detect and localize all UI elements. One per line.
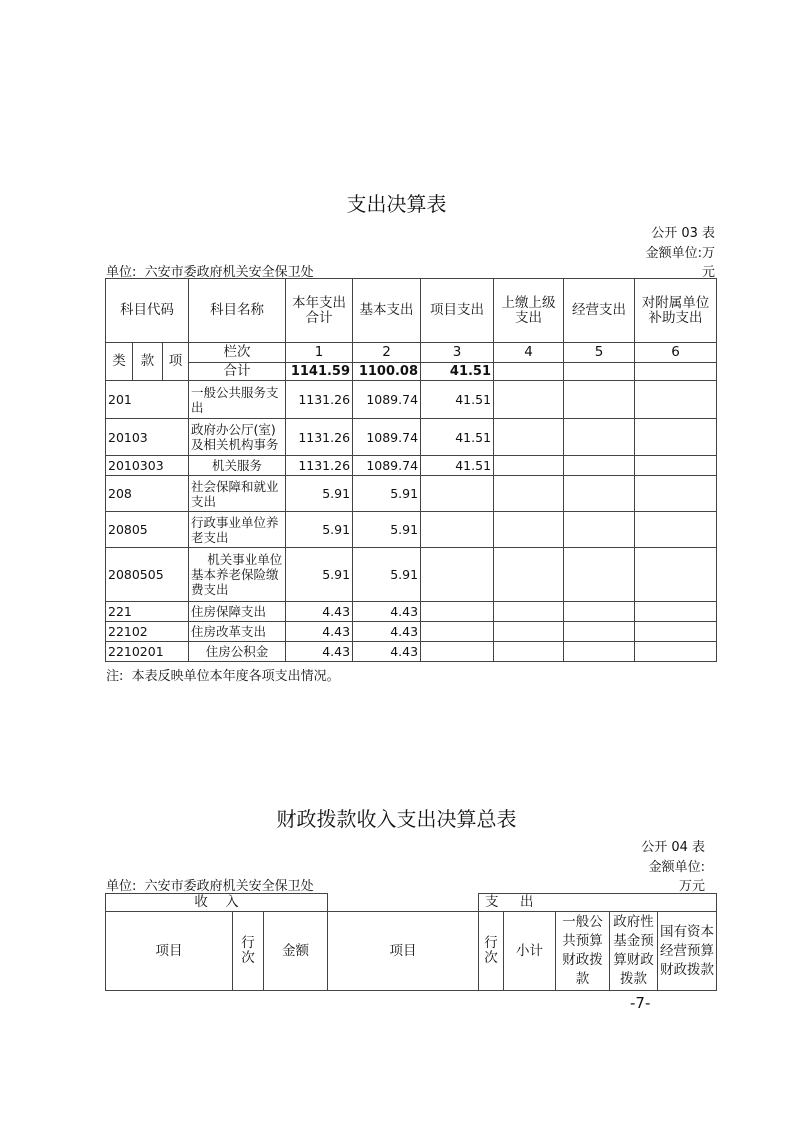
table-row — [106, 548, 717, 602]
expense-row-header: 行次 — [479, 912, 504, 991]
total-col1: 1141.59 — [286, 363, 353, 381]
table04-org: 单位: 六安市委政府机关安全保卫处 — [106, 879, 314, 894]
row-col3 — [421, 642, 494, 662]
header-col3: 项目支出 — [421, 279, 494, 343]
total-col5 — [564, 363, 635, 381]
row-col3: 41.51 — [421, 456, 494, 476]
table03-unit-label: 金额单位:万 — [645, 246, 715, 261]
table03-note: 注: 本表反映单位本年度各项支出情况。 — [106, 669, 340, 684]
row-name: 一般公共服务支出 — [189, 381, 286, 419]
row-code: 201 — [106, 381, 189, 419]
col-number-5: 5 — [564, 343, 635, 363]
row-col2: 1089.74 — [353, 419, 421, 456]
row-code: 221 — [106, 602, 189, 622]
row-name: 社会保障和就业支出 — [189, 476, 286, 512]
row-col2: 4.43 — [353, 642, 421, 662]
row-name: 政府办公厅(室)及相关机构事务 — [189, 419, 286, 456]
row-name: 机关事业单位基本养老保险缴费支出 — [189, 548, 286, 602]
row-name: 住房保障支出 — [189, 602, 286, 622]
fiscal-summary-table — [105, 893, 717, 991]
header-col2: 基本支出 — [353, 279, 421, 343]
table03-title: 支出决算表 — [346, 192, 447, 216]
row-col3 — [421, 476, 494, 512]
header-lei: 类 — [106, 343, 133, 381]
row-name: 机关服务 — [189, 456, 286, 476]
row-code: 2080505 — [106, 548, 189, 602]
table04-code: 公开 04 表 — [641, 840, 705, 855]
table03-unit-tail: 元 — [701, 265, 715, 280]
expense-item-header: 项目 — [328, 912, 479, 991]
row-col1: 5.91 — [286, 476, 353, 512]
col-number-1: 1 — [286, 343, 353, 363]
table03-org: 单位: 六安市委政府机关安全保卫处 — [106, 265, 314, 280]
expense-header: 支 出 — [479, 894, 717, 912]
total-col3: 41.51 — [421, 363, 494, 381]
header-xiang: 项 — [163, 343, 189, 381]
row-col1: 4.43 — [286, 602, 353, 622]
row-col1: 1131.26 — [286, 419, 353, 456]
expense-state-header: 国有资本经营预算财政拨款 — [658, 912, 717, 991]
row-col1: 5.91 — [286, 512, 353, 548]
col-number-6: 6 — [635, 343, 717, 363]
row-name: 住房公积金 — [189, 642, 286, 662]
table-row — [106, 622, 717, 642]
page-number: -7- — [630, 994, 651, 1012]
table-row — [106, 642, 717, 662]
row-code: 2210201 — [106, 642, 189, 662]
row-name: 行政事业单位养老支出 — [189, 512, 286, 548]
row-col1: 4.43 — [286, 622, 353, 642]
table04-unit-tail: 万元 — [678, 879, 705, 894]
expense-table — [105, 278, 717, 662]
col-number-2: 2 — [353, 343, 421, 363]
table-row — [106, 456, 717, 476]
expense-fund-header: 政府性基金预算财政拨款 — [610, 912, 658, 991]
row-col2: 5.91 — [353, 512, 421, 548]
col-number-4: 4 — [494, 343, 564, 363]
total-col2: 1100.08 — [353, 363, 421, 381]
header-name: 科目名称 — [189, 279, 286, 343]
header-code: 科目代码 — [106, 279, 189, 343]
expense-subtotal-header: 小计 — [504, 912, 556, 991]
income-header: 收 入 — [106, 894, 328, 912]
income-item-header: 项目 — [106, 912, 233, 991]
total-col6 — [635, 363, 717, 381]
row-col2: 5.91 — [353, 476, 421, 512]
row-name: 住房改革支出 — [189, 622, 286, 642]
row-code: 22102 — [106, 622, 189, 642]
table03-code: 公开 03 表 — [651, 226, 715, 241]
row-col3: 41.51 — [421, 381, 494, 419]
header-col5: 经营支出 — [564, 279, 635, 343]
row-code: 20103 — [106, 419, 189, 456]
row-col1: 1131.26 — [286, 456, 353, 476]
table-row — [106, 602, 717, 622]
total-label: 合计 — [189, 363, 286, 381]
table-row — [106, 512, 717, 548]
table-row — [106, 419, 717, 456]
col-number-3: 3 — [421, 343, 494, 363]
row-code: 20805 — [106, 512, 189, 548]
table-row — [106, 476, 717, 512]
row-col1: 4.43 — [286, 642, 353, 662]
row-code: 208 — [106, 476, 189, 512]
header-col1: 本年支出合计 — [286, 279, 353, 343]
income-amount-header: 金额 — [264, 912, 328, 991]
row-col3 — [421, 548, 494, 602]
row-col3 — [421, 622, 494, 642]
row-code: 2010303 — [106, 456, 189, 476]
row-col1: 1131.26 — [286, 381, 353, 419]
header-col6: 对附属单位补助支出 — [635, 279, 717, 343]
income-row-header: 行次 — [233, 912, 264, 991]
table-row — [106, 381, 717, 419]
row-col3 — [421, 512, 494, 548]
table04-unit-label: 金额单位: — [648, 860, 705, 875]
row-col3: 41.51 — [421, 419, 494, 456]
header-col4: 上缴上级支出 — [494, 279, 564, 343]
row-col2: 5.91 — [353, 548, 421, 602]
row-col2: 4.43 — [353, 602, 421, 622]
expense-general-header: 一般公共预算财政拨款 — [556, 912, 610, 991]
row-col2: 1089.74 — [353, 456, 421, 476]
header-lanci: 栏次 — [189, 343, 286, 363]
row-col2: 4.43 — [353, 622, 421, 642]
row-col3 — [421, 602, 494, 622]
total-col4 — [494, 363, 564, 381]
row-col1: 5.91 — [286, 548, 353, 602]
row-col2: 1089.74 — [353, 381, 421, 419]
header-kuan: 款 — [133, 343, 163, 381]
table04-title: 财政拨款收入支出决算总表 — [276, 807, 517, 831]
